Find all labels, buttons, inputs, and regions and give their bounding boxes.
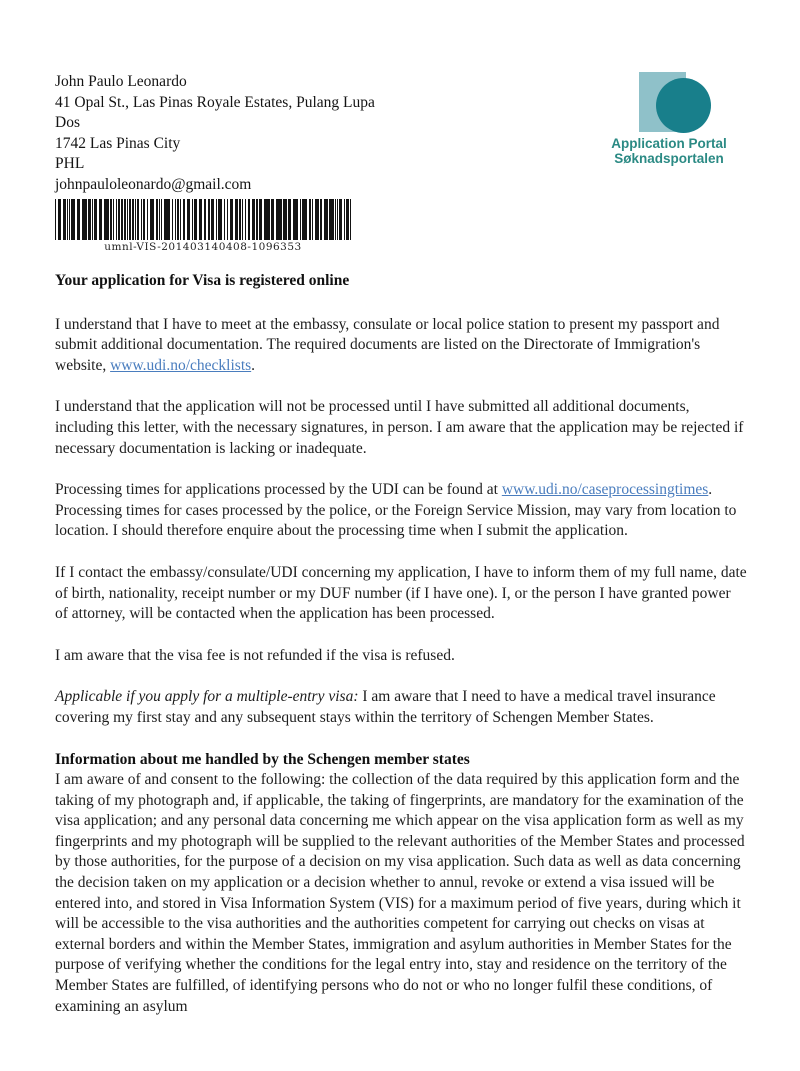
letter-title: Your application for Visa is registered online [55, 272, 350, 289]
paragraph-visa-fee: I am aware that the visa fee is not refunded if the visa is refused. [55, 646, 455, 664]
sender-name: John Paulo Leonardo [55, 73, 187, 90]
sender-email: johnpauloleonardo@gmail.com [55, 175, 252, 193]
application-portal-logo [598, 70, 740, 166]
paragraph-processing-times [55, 480, 747, 542]
link-udi-checklists[interactable]: www.udi.no/checklists [110, 356, 252, 374]
paragraph-not-processed: I understand that the application will not be processed until I have submitted all additional documents, including this letter, with the necessary signatures, in person. I am aware that the application may be rejected if necessary documentation is lacking or inadequate. [55, 398, 744, 457]
paragraph-contact-info: If I contact the embassy/consulate/UDI concerning my application, I have to inform them of my full name, date of birth, nationality, receipt number or my DUF number (if I have one). I, or the person I have granted power of attorney, will be contacted when the application has been processed. [55, 563, 747, 623]
logo-circle-shape [656, 78, 711, 133]
paragraph-meet-embassy-text: I understand that I have to meet at the embassy, consulate or local police station to present my passport and submit additional documentation. The required documents are listed on the Directorate of Immigration's website, [55, 315, 720, 374]
application-portal-logo-icon [639, 70, 715, 134]
sender-address-line2: Dos [55, 114, 80, 131]
link-udi-caseprocessingtimes[interactable]: www.udi.no/caseprocessingtimes [501, 481, 709, 499]
paragraph-multiple-entry-lead: Applicable if you apply for a multiple-entry visa: [55, 688, 359, 706]
sender-address-line1: 41 Opal St., Las Pinas Royale Estates, Pulang Lupa [55, 93, 375, 111]
paragraph-schengen-consent: I am aware of and consent to the following: the collection of the data required by this application form and the taking of my photograph and, if applicable, the taking of fingerprints, are mandatory for the examination of the visa application; and any personal data concerning me which appear on the visa application form as well as my fingerprints and my photograph will be supplied to the relevant authorities of the Member States and processed by those authorities, for the purpose of a decision on my visa application. Such data as well as data concerning the decision taken on my application or a decision whether to annul, revoke or extend a visa issued will be entered into, and stored in Visa Information System (VIS) for a maximum period of five years, during which it will be accessible to the visa authorities and the authorities competent for carrying out checks on visas at external borders and within the Member States, immigration and asylum authorities in Member States for the purpose of verifying whether the conditions for the legal entry into, stay and residence on the territory of the Member States are fulfilled, of identifying persons who do not or who no longer fulfil these conditions, of examining an asylum [55, 771, 745, 1015]
barcode-bars-icon [55, 199, 351, 240]
paragraph-multiple-entry [55, 687, 747, 728]
logo-title-english: Application Portal [611, 136, 727, 151]
paragraph-meet-embassy [55, 315, 747, 377]
barcode-label: umnl-VIS-201403140408-1096353 [104, 241, 302, 253]
sender-country: PHL [55, 155, 85, 172]
barcode [55, 199, 351, 253]
logo-title-norwegian: Søknadsportalen [614, 151, 724, 166]
sender-postal-city: 1742 Las Pinas City [55, 134, 181, 152]
paragraph-multiple-entry-text: I am aware that I need to have a medical travel insurance covering my first stay and any subsequent stays within the territory of Schengen Member States. [55, 688, 716, 726]
paragraph-meet-embassy-period: . [251, 356, 256, 374]
section-heading-schengen: Information about me handled by the Schengen member states [55, 750, 470, 768]
paragraph-processing-times-text: Processing times for applications processed by the UDI can be found at [55, 481, 502, 499]
sender-address-block [55, 72, 375, 195]
letter-body [55, 271, 747, 1017]
paragraph-processing-times-rest: . Processing times for cases processed by the police, or the Foreign Service Mission, may vary from location to location. I should therefore enquire about the processing time when I submit the application. [55, 481, 737, 540]
